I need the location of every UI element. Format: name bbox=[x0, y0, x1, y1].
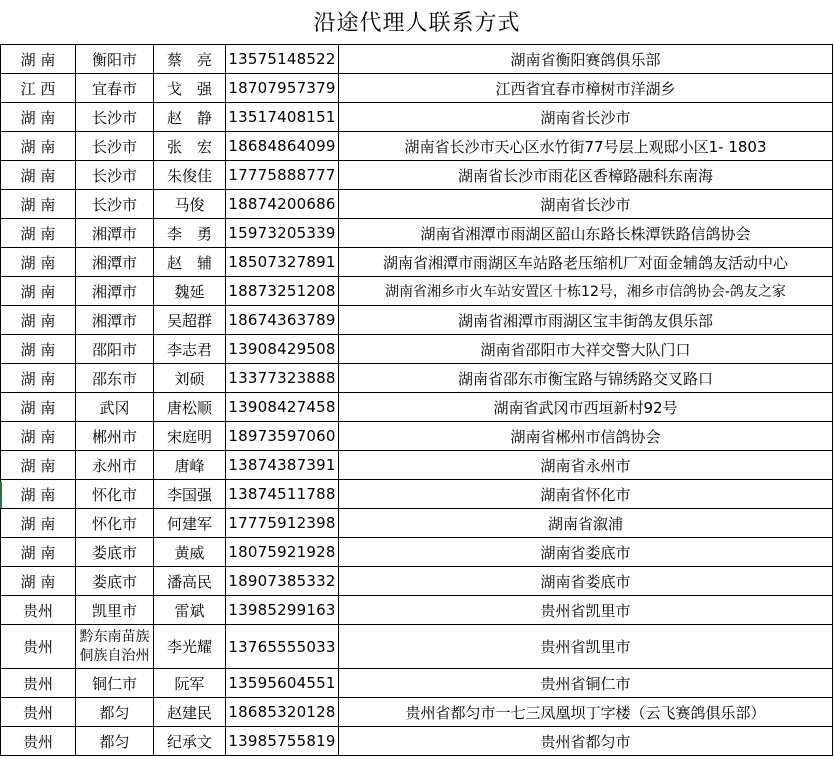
address-cell[interactable]: 湖南省郴州市信鸽协会 bbox=[339, 422, 833, 451]
name-cell[interactable]: 赵 辅 bbox=[154, 248, 226, 277]
table-row bbox=[1, 364, 833, 393]
table-row bbox=[1, 727, 833, 756]
address-cell[interactable]: 湖南省衡阳赛鸽俱乐部 bbox=[339, 45, 833, 74]
province-cell[interactable]: 湖 南 bbox=[1, 364, 76, 393]
phone-cell[interactable]: 13985755819 bbox=[226, 727, 339, 756]
name-cell[interactable]: 李志君 bbox=[154, 335, 226, 364]
province-cell[interactable]: 湖 南 bbox=[1, 509, 76, 538]
table-row bbox=[1, 161, 833, 190]
city-cell[interactable]: 宜春市 bbox=[76, 74, 154, 103]
province-cell[interactable]: 贵州 bbox=[1, 727, 76, 756]
address-cell[interactable]: 湖南省武冈市西垣新村92号 bbox=[339, 393, 833, 422]
table-row bbox=[1, 248, 833, 277]
phone-cell[interactable]: 13985299163 bbox=[226, 596, 339, 625]
table-row bbox=[1, 45, 833, 74]
table-row bbox=[1, 480, 833, 509]
address-cell[interactable]: 贵州省都匀市 bbox=[339, 727, 833, 756]
sheet-title: 沿途代理人联系方式 bbox=[313, 11, 521, 36]
phone-cell[interactable]: 17775912398 bbox=[226, 509, 339, 538]
phone-cell[interactable]: 18684864099 bbox=[226, 132, 339, 161]
address-cell[interactable]: 湖南省湘潭市雨湖区宝丰街鸽友俱乐部 bbox=[339, 306, 833, 335]
city-cell[interactable]: 长沙市 bbox=[76, 161, 154, 190]
table-row bbox=[1, 625, 833, 669]
table-row bbox=[1, 132, 833, 161]
city-cell[interactable]: 邵阳市 bbox=[76, 335, 154, 364]
city-cell[interactable]: 凯里市 bbox=[76, 596, 154, 625]
name-cell[interactable]: 赵建民 bbox=[154, 698, 226, 727]
phone-cell[interactable]: 18973597060 bbox=[226, 422, 339, 451]
province-cell[interactable]: 湖 南 bbox=[1, 190, 76, 219]
phone-cell[interactable]: 13575148522 bbox=[226, 45, 339, 74]
address-cell[interactable]: 湖南省娄底市 bbox=[339, 567, 833, 596]
province-cell[interactable]: 湖 南 bbox=[1, 248, 76, 277]
name-cell[interactable]: 戈 强 bbox=[154, 74, 226, 103]
city-cell[interactable]: 湘潭市 bbox=[76, 277, 154, 306]
province-cell[interactable]: 湖 南 bbox=[1, 335, 76, 364]
phone-cell[interactable]: 18907385332 bbox=[226, 567, 339, 596]
name-cell[interactable]: 何建军 bbox=[154, 509, 226, 538]
table-row bbox=[1, 306, 833, 335]
city-cell[interactable]: 永州市 bbox=[76, 451, 154, 480]
phone-cell[interactable]: 13908427458 bbox=[226, 393, 339, 422]
city-cell[interactable]: 娄底市 bbox=[76, 567, 154, 596]
city-cell[interactable]: 湘潭市 bbox=[76, 306, 154, 335]
table-row bbox=[1, 538, 833, 567]
address-cell[interactable]: 湖南省永州市 bbox=[339, 451, 833, 480]
province-cell[interactable]: 贵州 bbox=[1, 669, 76, 698]
name-cell[interactable]: 宋庭明 bbox=[154, 422, 226, 451]
city-cell[interactable]: 湘潭市 bbox=[76, 219, 154, 248]
province-cell[interactable]: 湖 南 bbox=[1, 451, 76, 480]
address-cell[interactable]: 贵州省铜仁市 bbox=[339, 669, 833, 698]
city-cell[interactable]: 郴州市 bbox=[76, 422, 154, 451]
table-row bbox=[1, 103, 833, 132]
name-cell[interactable]: 李 勇 bbox=[154, 219, 226, 248]
name-cell[interactable]: 雷斌 bbox=[154, 596, 226, 625]
phone-cell[interactable]: 18874200686 bbox=[226, 190, 339, 219]
province-cell[interactable]: 湖 南 bbox=[1, 393, 76, 422]
phone-cell[interactable]: 13874511788 bbox=[226, 480, 339, 509]
table-row bbox=[1, 596, 833, 625]
province-cell[interactable]: 湖 南 bbox=[1, 306, 76, 335]
table-row bbox=[1, 451, 833, 480]
row-selection-marker bbox=[0, 482, 2, 508]
address-cell[interactable]: 湖南省长沙市雨花区香樟路融科东南海 bbox=[339, 161, 833, 190]
table-row bbox=[1, 335, 833, 364]
name-cell[interactable]: 蔡 亮 bbox=[154, 45, 226, 74]
phone-cell[interactable]: 18674363789 bbox=[226, 306, 339, 335]
name-cell[interactable]: 唐峰 bbox=[154, 451, 226, 480]
city-cell[interactable]: 都匀 bbox=[76, 727, 154, 756]
phone-cell[interactable]: 18873251208 bbox=[226, 277, 339, 306]
province-cell[interactable]: 湖 南 bbox=[1, 480, 76, 509]
address-cell[interactable]: 湖南省娄底市 bbox=[339, 538, 833, 567]
name-cell[interactable]: 吴超群 bbox=[154, 306, 226, 335]
phone-cell[interactable]: 13595604551 bbox=[226, 669, 339, 698]
phone-cell[interactable]: 18075921928 bbox=[226, 538, 339, 567]
province-cell[interactable]: 贵州 bbox=[1, 596, 76, 625]
city-cell[interactable]: 铜仁市 bbox=[76, 669, 154, 698]
city-cell[interactable]: 黔东南苗族侗族自治州 bbox=[76, 625, 154, 669]
name-cell[interactable]: 刘硕 bbox=[154, 364, 226, 393]
province-cell[interactable]: 贵州 bbox=[1, 625, 76, 669]
table-row bbox=[1, 698, 833, 727]
province-cell[interactable]: 湖 南 bbox=[1, 277, 76, 306]
city-cell[interactable]: 邵东市 bbox=[76, 364, 154, 393]
address-cell[interactable]: 湖南省邵东市衡宝路与锦绣路交叉路口 bbox=[339, 364, 833, 393]
name-cell[interactable]: 李光耀 bbox=[154, 625, 226, 669]
city-cell[interactable]: 怀化市 bbox=[76, 509, 154, 538]
table-row bbox=[1, 277, 833, 306]
name-cell[interactable]: 阮军 bbox=[154, 669, 226, 698]
province-cell[interactable]: 贵州 bbox=[1, 698, 76, 727]
name-cell[interactable]: 李国强 bbox=[154, 480, 226, 509]
address-cell[interactable]: 江西省宜春市樟树市洋湖乡 bbox=[339, 74, 833, 103]
phone-cell[interactable]: 13765555033 bbox=[226, 625, 339, 669]
address-cell[interactable]: 湖南省怀化市 bbox=[339, 480, 833, 509]
address-cell[interactable]: 湖南省长沙市天心区水竹街77号层上观邸小区1- 1803 bbox=[339, 132, 833, 161]
table-row bbox=[1, 190, 833, 219]
province-cell[interactable]: 湖 南 bbox=[1, 422, 76, 451]
phone-cell[interactable]: 13517408151 bbox=[226, 103, 339, 132]
contact-table-wrapper bbox=[0, 44, 834, 756]
table-row bbox=[1, 74, 833, 103]
city-cell[interactable]: 都匀 bbox=[76, 698, 154, 727]
phone-cell[interactable]: 15973205339 bbox=[226, 219, 339, 248]
phone-cell[interactable]: 18507327891 bbox=[226, 248, 339, 277]
city-cell[interactable]: 武冈 bbox=[76, 393, 154, 422]
province-cell[interactable]: 湖 南 bbox=[1, 132, 76, 161]
phone-cell[interactable]: 17775888777 bbox=[226, 161, 339, 190]
agent-contact-table bbox=[0, 44, 833, 756]
province-cell[interactable]: 湖 南 bbox=[1, 567, 76, 596]
table-row bbox=[1, 393, 833, 422]
name-cell[interactable]: 纪承文 bbox=[154, 727, 226, 756]
address-cell[interactable]: 湖南省湘乡市火车站安置区十栋12号，湘乡市信鸽协会-鸽友之家 bbox=[339, 277, 833, 306]
province-cell[interactable]: 湖 南 bbox=[1, 103, 76, 132]
table-row bbox=[1, 567, 833, 596]
name-cell[interactable]: 黄威 bbox=[154, 538, 226, 567]
table-row bbox=[1, 509, 833, 538]
name-cell[interactable]: 潘高民 bbox=[154, 567, 226, 596]
table-row bbox=[1, 669, 833, 698]
city-cell[interactable]: 怀化市 bbox=[76, 480, 154, 509]
table-row bbox=[1, 219, 833, 248]
name-cell[interactable]: 马俊 bbox=[154, 190, 226, 219]
address-cell[interactable]: 贵州省凯里市 bbox=[339, 625, 833, 669]
name-cell[interactable]: 朱俊佳 bbox=[154, 161, 226, 190]
address-cell[interactable]: 湖南省邵阳市大祥交警大队门口 bbox=[339, 335, 833, 364]
address-cell[interactable]: 湖南省湘潭市雨湖区韶山东路长株潭铁路信鸽协会 bbox=[339, 219, 833, 248]
phone-cell[interactable]: 18685320128 bbox=[226, 698, 339, 727]
name-cell[interactable]: 魏延 bbox=[154, 277, 226, 306]
province-cell[interactable]: 湖 南 bbox=[1, 45, 76, 74]
city-cell[interactable]: 湘潭市 bbox=[76, 248, 154, 277]
address-cell[interactable]: 湖南省长沙市 bbox=[339, 190, 833, 219]
name-cell[interactable]: 唐松顺 bbox=[154, 393, 226, 422]
phone-cell[interactable]: 13874387391 bbox=[226, 451, 339, 480]
province-cell[interactable]: 湖 南 bbox=[1, 219, 76, 248]
phone-cell[interactable]: 13908429508 bbox=[226, 335, 339, 364]
phone-cell[interactable]: 18707957379 bbox=[226, 74, 339, 103]
table-row bbox=[1, 422, 833, 451]
city-cell[interactable]: 衡阳市 bbox=[76, 45, 154, 74]
address-cell[interactable]: 湖南省溆浦 bbox=[339, 509, 833, 538]
city-cell[interactable]: 长沙市 bbox=[76, 190, 154, 219]
province-cell[interactable]: 湖 南 bbox=[1, 161, 76, 190]
address-cell[interactable]: 湖南省长沙市 bbox=[339, 103, 833, 132]
city-cell[interactable]: 长沙市 bbox=[76, 132, 154, 161]
address-cell[interactable]: 贵州省都匀市一七三凤凰坝丁字楼（云飞赛鸽俱乐部） bbox=[339, 698, 833, 727]
name-cell[interactable]: 赵 静 bbox=[154, 103, 226, 132]
phone-cell[interactable]: 13377323888 bbox=[226, 364, 339, 393]
city-cell[interactable]: 娄底市 bbox=[76, 538, 154, 567]
province-cell[interactable]: 江 西 bbox=[1, 74, 76, 103]
address-cell[interactable]: 湖南省湘潭市雨湖区车站路老压缩机厂对面金辅鸽友活动中心 bbox=[339, 248, 833, 277]
name-cell[interactable]: 张 宏 bbox=[154, 132, 226, 161]
city-cell[interactable]: 长沙市 bbox=[76, 103, 154, 132]
address-cell[interactable]: 贵州省凯里市 bbox=[339, 596, 833, 625]
province-cell[interactable]: 湖 南 bbox=[1, 538, 76, 567]
